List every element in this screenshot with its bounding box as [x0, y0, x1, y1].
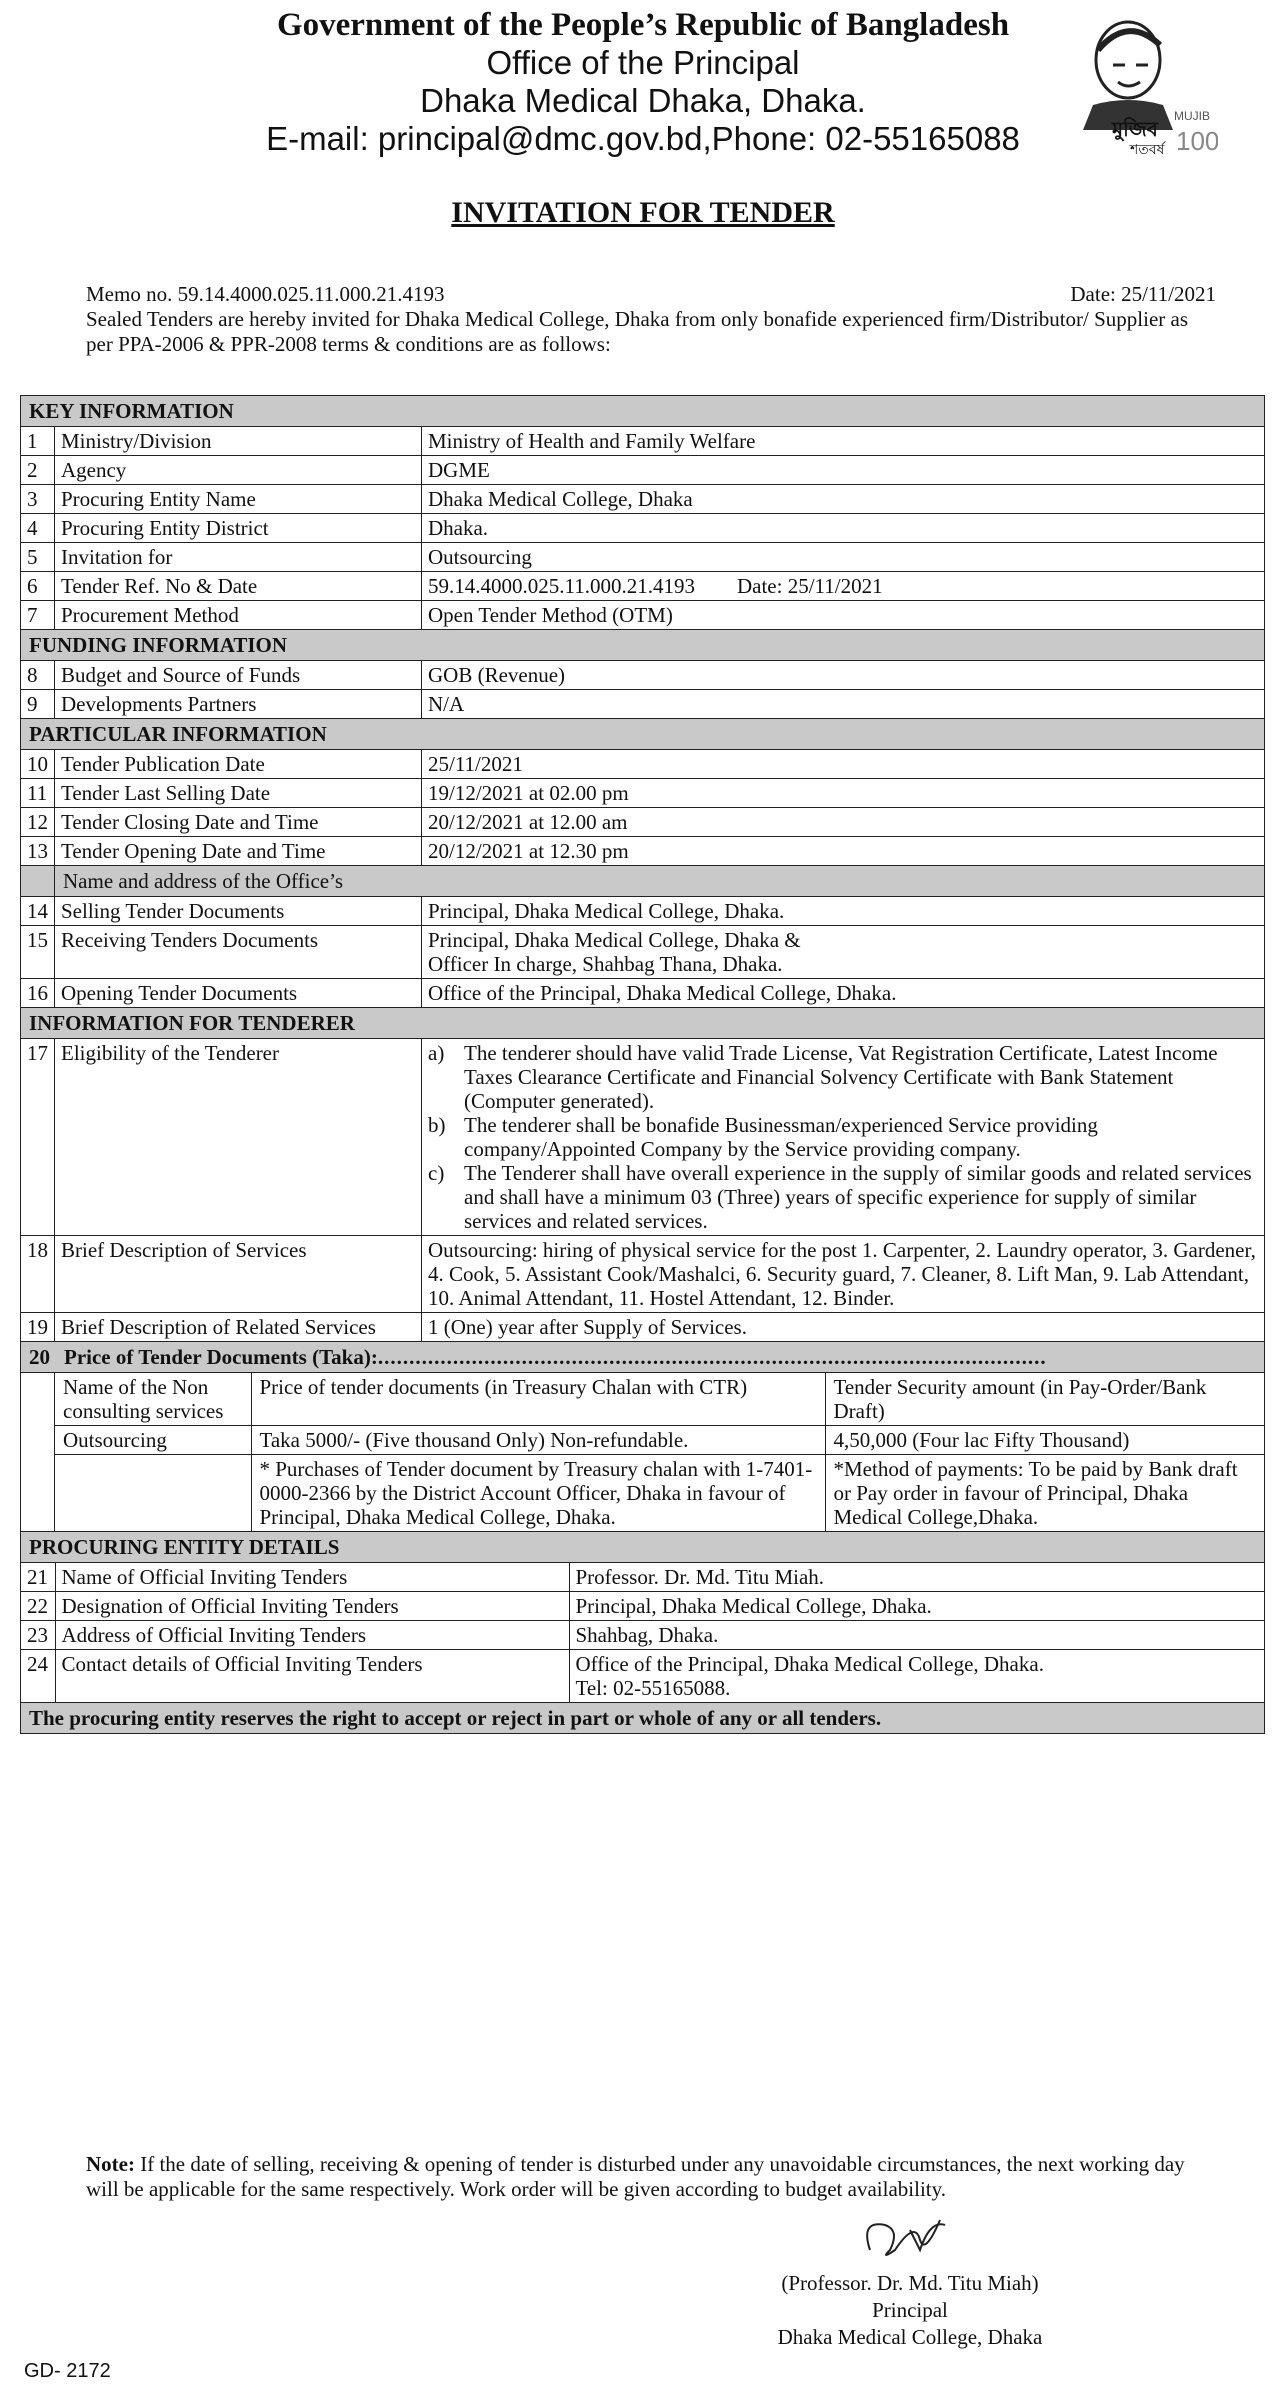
- section-row: [21, 396, 1265, 427]
- row-value: Outsourcing: hiring of physical service for the post 1. Carpenter, 2. Laundry operator, 3. Gardener, 4. Cook, 5. Assistant Cook/Mashalci, 6. Security guard, 7. Cleaner, 8. Lift Man, 9. Lab Attendant, 10. Animal Attendant, 11. Hostel Attendant, 12. Binder.: [422, 1236, 1265, 1313]
- table-row: [21, 897, 1265, 926]
- row-number: 13: [21, 837, 55, 866]
- row-number: 6: [21, 572, 55, 601]
- note-label: Note:: [86, 2152, 135, 2176]
- row-number: 5: [21, 543, 55, 572]
- table-row: [21, 690, 1265, 719]
- row-value: 20/12/2021 at 12.00 am: [422, 808, 1265, 837]
- price-header-price: Price of tender documents (in Treasury Chalan with CTR): [251, 1373, 825, 1426]
- memo-intro: Sealed Tenders are hereby invited for Dhaka Medical College, Dhaka from only bonafide experienced firm/Distributor/ Supplier as per PPA-2006 & PPR-2008 terms & conditions are as follows:: [86, 307, 1189, 356]
- row-value: GOB (Revenue): [422, 661, 1265, 690]
- row-label: Opening Tender Documents: [55, 979, 422, 1008]
- row-number: 23: [21, 1621, 55, 1650]
- row-value: Professor. Dr. Md. Titu Miah.: [569, 1563, 1264, 1592]
- table-row: [21, 427, 1265, 456]
- row-label: Tender Last Selling Date: [55, 779, 422, 808]
- note-text: If the date of selling, receiving & opening of tender is disturbed under any unavoidable circumstances, the next working day will be applicable for the same respectively. Work order will be given according to budget availability.: [86, 2152, 1185, 2201]
- tender-ref-date: Date: 25/11/2021: [736, 574, 883, 598]
- row-label: Brief Description of Related Services: [55, 1313, 422, 1342]
- row-label: Name of Official Inviting Tenders: [55, 1563, 569, 1592]
- logo-100-text: 100: [1176, 126, 1218, 156]
- row-number: 20: [29, 1345, 50, 1369]
- price-service-name: Outsourcing: [55, 1426, 251, 1455]
- table-row: [21, 543, 1265, 572]
- row-value: 25/11/2021: [422, 750, 1265, 779]
- row-label: Invitation for: [55, 543, 422, 572]
- row-value: Shahbag, Dhaka.: [569, 1621, 1264, 1650]
- section-title: FUNDING INFORMATION: [21, 630, 1265, 661]
- row-value: 19/12/2021 at 02.00 pm: [422, 779, 1265, 808]
- table-row: [55, 1455, 1264, 1532]
- row-label: Address of Official Inviting Tenders: [55, 1621, 569, 1650]
- row-number: 24: [21, 1650, 55, 1703]
- row-number: 14: [21, 897, 55, 926]
- blank-cell: [21, 866, 55, 897]
- price-row: [21, 1373, 1265, 1532]
- table-row: [21, 750, 1265, 779]
- table-row: [21, 661, 1265, 690]
- office-title: Office of the Principal: [486, 44, 800, 81]
- reserve-statement: The procuring entity reserves the right to accept or reject in part or whole of any or all tenders.: [21, 1703, 1265, 1734]
- row-label: Procuring Entity District: [55, 514, 422, 543]
- row-value: Outsourcing: [422, 543, 1265, 572]
- table-row: [21, 1621, 1264, 1650]
- logo-mujib-text: MUJIB: [1174, 109, 1210, 123]
- row-value: 20/12/2021 at 12.30 pm: [422, 837, 1265, 866]
- row-number: 1: [21, 427, 55, 456]
- memo-number: Memo no. 59.14.4000.025.11.000.21.4193: [86, 282, 445, 306]
- row-label: Budget and Source of Funds: [55, 661, 422, 690]
- section-row: [21, 1008, 1265, 1039]
- note-block: [86, 2152, 1216, 2202]
- signatory-designation: Principal: [872, 2298, 948, 2322]
- row-value: 1 (One) year after Supply of Services.: [422, 1313, 1265, 1342]
- table-row: [21, 926, 1265, 979]
- list-text: The Tenderer shall have overall experience in the supply of similar goods and related services and shall have a minimum 03 (Three) years of specific experience for supply of similar services and related services.: [464, 1161, 1252, 1233]
- row-label: Tender Ref. No & Date: [55, 572, 422, 601]
- tender-ref: 59.14.4000.025.11.000.21.4193: [428, 574, 695, 598]
- row-number: 3: [21, 485, 55, 514]
- list-item: [428, 1041, 1258, 1113]
- row-number: 18: [21, 1236, 55, 1313]
- signature-block: [700, 2200, 1120, 2351]
- price-cell: [55, 1373, 1265, 1532]
- price-amount: Taka 5000/- (Five thousand Only) Non-refundable.: [251, 1426, 825, 1455]
- row-value: Open Tender Method (OTM): [422, 601, 1265, 630]
- row-label: Brief Description of Services: [55, 1236, 422, 1313]
- mujib-100-logo: [1068, 10, 1218, 160]
- section-title: 20 Price of Tender Documents (Taka):...........................................................................................................: [21, 1342, 1265, 1373]
- procuring-cell: [21, 1563, 1265, 1703]
- table-row: [21, 601, 1265, 630]
- row-label: Designation of Official Inviting Tenders: [55, 1592, 569, 1621]
- procuring-table: [21, 1563, 1264, 1702]
- row-number: 2: [21, 456, 55, 485]
- price-table: [55, 1373, 1264, 1531]
- row-number: 22: [21, 1592, 55, 1621]
- logo-bangla-text: মুজিব: [1112, 117, 1158, 141]
- row-number: 9: [21, 690, 55, 719]
- purchase-note: * Purchases of Tender document by Treasury chalan with 1-7401-0000-2366 by the District Account Officer, Dhaka in favour of Principal, Dhaka Medical College, Dhaka.: [251, 1455, 825, 1532]
- row-label: Eligibility of the Tenderer: [55, 1039, 422, 1236]
- table-row: [21, 514, 1265, 543]
- row-value: N/A: [422, 690, 1265, 719]
- section-row: [21, 866, 1265, 897]
- table-row: [21, 1563, 1265, 1703]
- table-row: [21, 1313, 1265, 1342]
- row-number: 10: [21, 750, 55, 779]
- section-row: [21, 1703, 1265, 1734]
- table-row: [21, 1039, 1265, 1236]
- row-value: [422, 572, 1265, 601]
- contact-line-2: Tel: 02-55165088.: [575, 1676, 731, 1700]
- row-number: 16: [21, 979, 55, 1008]
- page-title: INVITATION FOR TENDER: [451, 196, 835, 229]
- row-value: DGME: [422, 456, 1265, 485]
- row-label: Ministry/Division: [55, 427, 422, 456]
- row-label: Tender Opening Date and Time: [55, 837, 422, 866]
- eligibility-list: [422, 1039, 1265, 1236]
- list-item: [428, 1161, 1258, 1233]
- row-number: 15: [21, 926, 55, 979]
- table-row: [21, 808, 1265, 837]
- row-number: 4: [21, 514, 55, 543]
- row-label: Developments Partners: [55, 690, 422, 719]
- signature-scribble: [850, 2200, 970, 2270]
- section-row: [21, 1342, 1265, 1373]
- table-row: [21, 572, 1265, 601]
- table-row: [55, 1373, 1264, 1426]
- price-header-service: Name of the Non consulting services: [55, 1373, 251, 1426]
- section-title: PROCURING ENTITY DETAILS: [21, 1532, 1265, 1563]
- row-number: 11: [21, 779, 55, 808]
- contact-line-1: Office of the Principal, Dhaka Medical College, Dhaka.: [575, 1652, 1044, 1676]
- row-number: 7: [21, 601, 55, 630]
- receiving-line-2: Officer In charge, Shahbag Thana, Dhaka.: [428, 952, 783, 976]
- list-marker: a): [428, 1041, 445, 1065]
- blank-cell: [55, 1455, 251, 1532]
- memo-block: [86, 282, 1216, 357]
- section-title: INFORMATION FOR TENDERER: [21, 1008, 1265, 1039]
- section-row: [21, 1532, 1265, 1563]
- row-label: Procurement Method: [55, 601, 422, 630]
- row-value: Ministry of Health and Family Welfare: [422, 427, 1265, 456]
- blank-cell: [21, 1373, 55, 1532]
- row-number: 19: [21, 1313, 55, 1342]
- section-row: [21, 630, 1265, 661]
- row-value: Dhaka Medical College, Dhaka: [422, 485, 1265, 514]
- row-number: 8: [21, 661, 55, 690]
- row-number: 21: [21, 1563, 55, 1592]
- section-title: PARTICULAR INFORMATION: [21, 719, 1265, 750]
- row-label: Agency: [55, 456, 422, 485]
- table-row: [55, 1426, 1264, 1455]
- list-item: [428, 1113, 1258, 1161]
- signatory-office: Dhaka Medical College, Dhaka: [777, 2325, 1043, 2349]
- row-label: Selling Tender Documents: [55, 897, 422, 926]
- table-row: [21, 485, 1265, 514]
- payment-method-note: *Method of payments: To be paid by Bank draft or Pay order in favour of Principal, Dhaka Medical College,Dhaka.: [825, 1455, 1264, 1532]
- section-row: [21, 719, 1265, 750]
- row-value: Principal, Dhaka Medical College, Dhaka.: [569, 1592, 1264, 1621]
- row-label: Tender Publication Date: [55, 750, 422, 779]
- list-text: The tenderer should have valid Trade License, Vat Registration Certificate, Latest Income Taxes Clearance Certificate and Financial Solvency Certificate with Bank Statement (Computer generated).: [464, 1041, 1218, 1113]
- row-number: 17: [21, 1039, 55, 1236]
- college-title: Dhaka Medical Dhaka, Dhaka.: [420, 82, 866, 119]
- list-marker: c): [428, 1161, 445, 1185]
- row-label: Receiving Tenders Documents: [55, 926, 422, 979]
- list-marker: b): [428, 1113, 446, 1137]
- row-label: Contact details of Official Inviting Tenders: [55, 1650, 569, 1703]
- table-row: [21, 837, 1265, 866]
- tender-info-table: [20, 395, 1265, 1734]
- table-row: [21, 1650, 1264, 1703]
- row-value: Principal, Dhaka Medical College, Dhaka.: [422, 897, 1265, 926]
- table-row: [21, 1563, 1264, 1592]
- row-label: Tender Closing Date and Time: [55, 808, 422, 837]
- row-value: Dhaka.: [422, 514, 1265, 543]
- table-row: [21, 779, 1265, 808]
- table-row: [21, 456, 1265, 485]
- row-number: 12: [21, 808, 55, 837]
- row-value: [569, 1650, 1264, 1703]
- security-amount: 4,50,000 (Four lac Fifty Thousand): [825, 1426, 1264, 1455]
- row-value: [422, 926, 1265, 979]
- row-value: Office of the Principal, Dhaka Medical College, Dhaka.: [422, 979, 1265, 1008]
- logo-shatabarsha-text: শতবর্ষ: [1130, 142, 1165, 158]
- section-title: KEY INFORMATION: [21, 396, 1265, 427]
- section-title: Name and address of the Office’s: [55, 866, 1265, 897]
- price-header-security: Tender Security amount (in Pay-Order/Bank Draft): [825, 1373, 1264, 1426]
- contact-line: E-mail: principal@dmc.gov.bd,Phone: 02-55165088: [266, 120, 1020, 157]
- price-section-title: Price of Tender Documents (Taka):: [64, 1345, 378, 1369]
- table-row: [21, 1236, 1265, 1313]
- table-row: [21, 1592, 1264, 1621]
- receiving-line-1: Principal, Dhaka Medical College, Dhaka &: [428, 928, 801, 952]
- gd-code: GD- 2172: [24, 2360, 111, 2382]
- memo-date: Date: 25/11/2021: [1070, 282, 1216, 306]
- table-row: [21, 979, 1265, 1008]
- row-label: Procuring Entity Name: [55, 485, 422, 514]
- signatory-name: (Professor. Dr. Md. Titu Miah): [781, 2271, 1039, 2295]
- government-title: Government of the People’s Republic of Bangladesh: [276, 7, 1010, 43]
- list-text: The tenderer shall be bonafide Businessman/experienced Service providing company/Appointed Company by the Service providing company.: [464, 1113, 1098, 1161]
